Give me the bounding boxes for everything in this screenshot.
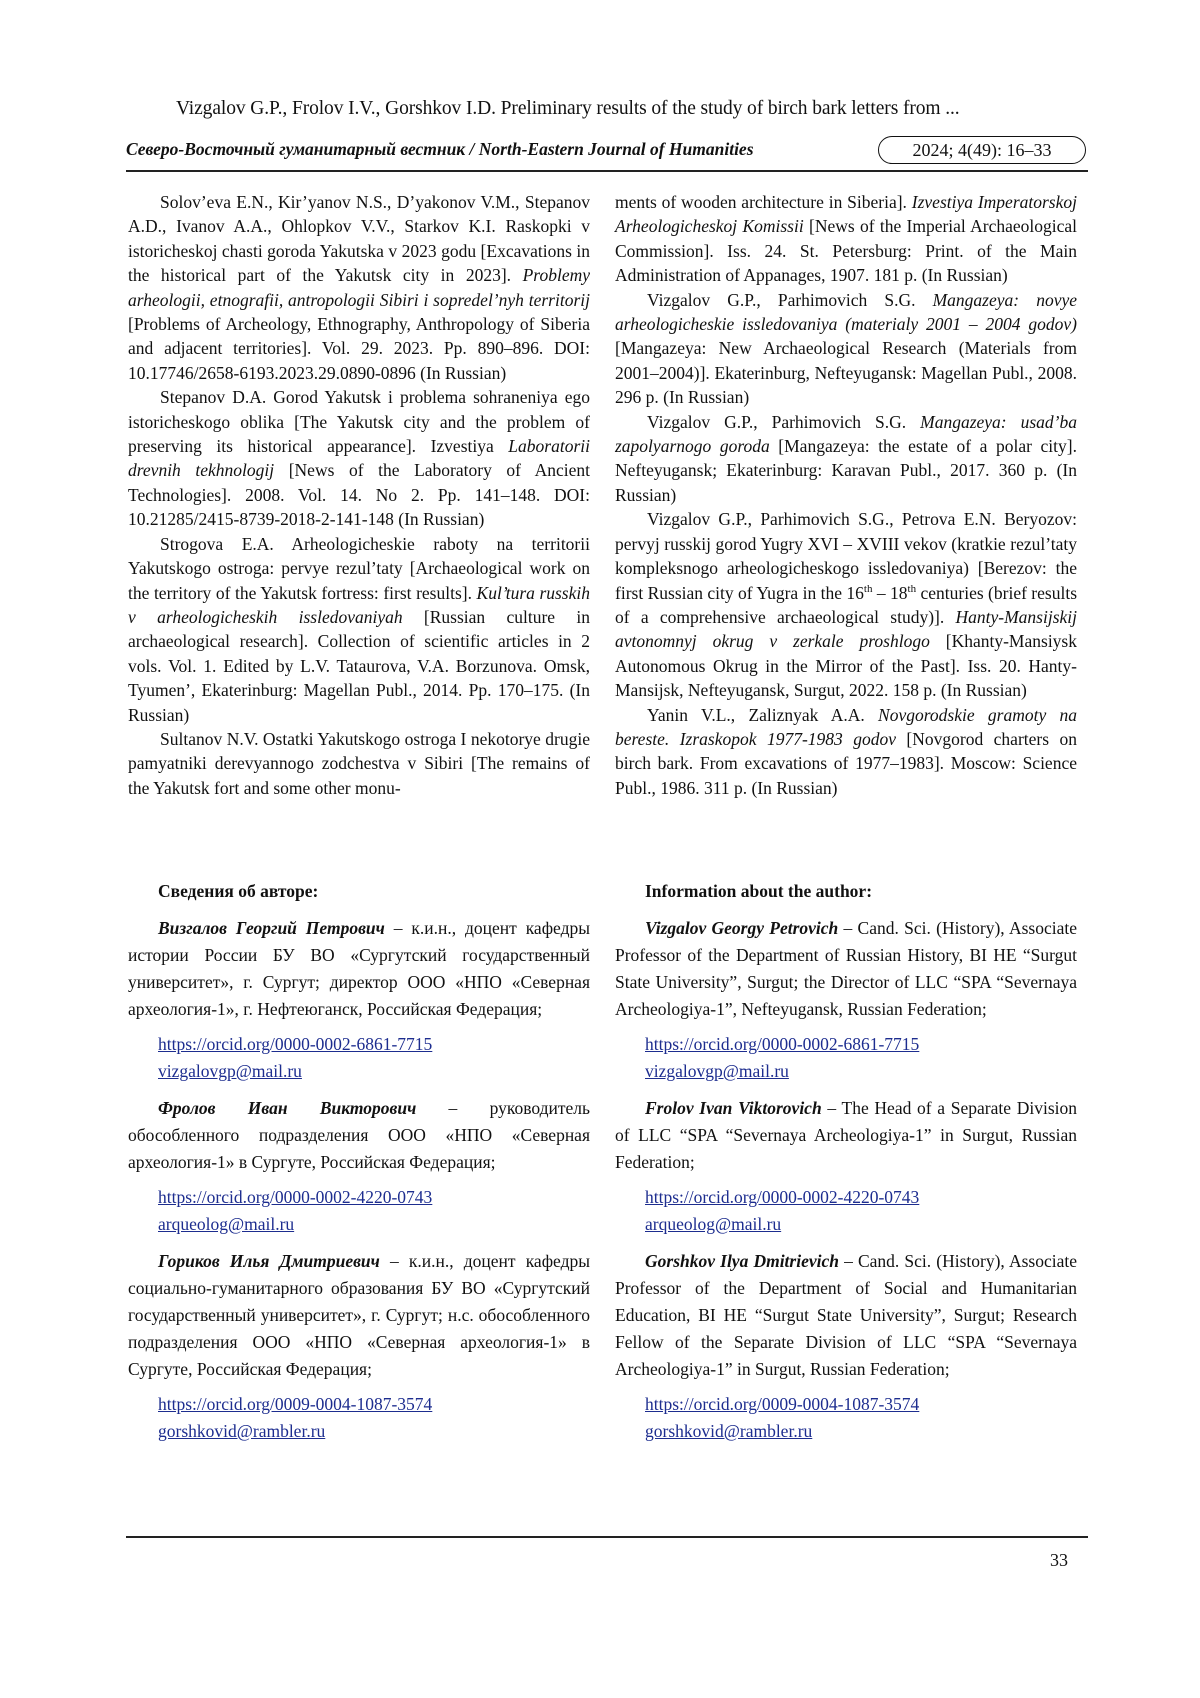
author-bio: Frolov Ivan Viktorovich – The Head of a Separate Division of LLC “SPA “Severnaya Archeologiya-1” in Surgut, Russian Federation; <box>615 1098 1077 1172</box>
references-left-column <box>128 190 590 800</box>
author-links <box>158 1031 590 1085</box>
orcid-link[interactable]: https://orcid.org/0000-0002-6861-7715 <box>645 1034 920 1054</box>
email-link[interactable]: gorshkovid@rambler.ru <box>645 1421 813 1441</box>
reference-item: Sultanov N.V. Ostatki Yakutskogo ostroga I nekotorye drugie pamyatniki derevyannogo zodchestva v Sibiri [The remains of the Yakutsk fort and some other monu- <box>128 728 590 798</box>
email-link[interactable]: arqueolog@mail.ru <box>645 1214 782 1234</box>
author-links <box>645 1391 1077 1445</box>
running-title: Vizgalov G.P., Frolov I.V., Gorshkov I.D. Preliminary results of the study of birch bark letters from ... <box>176 98 960 119</box>
reference-item: Vizgalov G.P., Parhimovich S.G. Mangazeya: usad’ba zapolyarnogo goroda [Mangazeya: the estate of a polar city]. Nefteyugansk; Ekaterinburg: Karavan Publ., 2017. 360 p. (In Russian) <box>615 411 1077 505</box>
email-link[interactable]: gorshkovid@rambler.ru <box>158 1421 326 1441</box>
email-link[interactable]: vizgalovgp@mail.ru <box>645 1061 789 1081</box>
references-right-column <box>615 190 1077 800</box>
orcid-link[interactable]: https://orcid.org/0009-0004-1087-3574 <box>645 1394 920 1414</box>
orcid-link[interactable]: https://orcid.org/0000-0002-4220-0743 <box>645 1187 920 1207</box>
author-info-title-en: Information about the author: <box>645 881 873 901</box>
reference-item: Solov’eva E.N., Kir’yanov N.S., D’yakonov V.M., Stepanov A.D., Ivanov A.A., Ohlopkov V.V., Starkov K.I. Raskopki v istoricheskoj chasti goroda Yakutska v 2023 godu [Excavations in the historical part of the Yakutsk city in 2023]. Problemy arheologii, etnografii, antropologii Sibiri i sopredel’nyh territorij [Problems of Archeology, Ethnography, Anthropology of Siberia and adjacent territories]. Vol. 29. 2023. Pp. 890–896. DOI: 10.17746/2658-6193.2023.29.0890-0896 (In Russian) <box>128 192 590 383</box>
author-bio: Фролов Иван Викторович – руководитель обособленного подразделения ООО «НПО «Северная археология-1» в Сургуте, Российская Федерация; <box>128 1098 590 1172</box>
author-bio: Vizgalov Georgy Petrovich – Cand. Sci. (History), Associate Professor of the Department of Russian History, BI HE “Surgut State University”, Surgut; the Director of LLC “SPA “Severnaya Archeologiya-1”, Nefteyugansk, Russian Federation; <box>615 918 1077 1019</box>
author-info-title-ru: Сведения об авторе: <box>158 881 319 901</box>
journal-name: Северо-Восточный гуманитарный вестник / North-Eastern Journal of Humanities <box>126 139 754 159</box>
journal-line <box>126 136 1088 166</box>
author-bio: Gorshkov Ilya Dmitrievich – Cand. Sci. (History), Associate Professor of the Department of Social and Humanitarian Education, BI HE “Surgut State University”, Surgut; Research Fellow of the Separate Division of LLC “SPA “Severnaya Archeologiya-1” in Surgut, Russian Federation; <box>615 1251 1077 1379</box>
reference-item: Vizgalov G.P., Parhimovich S.G., Petrova E.N. Beryozov: pervyj russkij gorod Yugry XVI – XVIII vekov (kratkie rezul’taty kompleksnogo arheologicheskogo issledovaniya) [Berezov: the first Russian city of Yugra in the 16th – 18th centuries (brief results of a comprehensive archaeological study)]. Hanty-Mansijskij avtonomnyj okrug v zerkale proshlogo [Khanty-Mansiysk Autonomous Okrug in the Mirror of the Past]. Iss. 20. Hanty-Mansijsk, Nefteyugansk, Surgut, 2022. 158 p. (In Russian) <box>615 509 1078 701</box>
author-links <box>645 1184 1077 1238</box>
reference-item: Yanin V.L., Zaliznyak A.A. Novgorodskie gramoty na bereste. Izraskopok 1977-1983 godov [Novgorod charters on birch bark. From excavations of 1977–1983]. Moscow: Science Publ., 1986. 311 p. (In Russian) <box>615 704 1077 798</box>
orcid-link[interactable]: https://orcid.org/0000-0002-6861-7715 <box>158 1034 433 1054</box>
reference-item: Vizgalov G.P., Parhimovich S.G. Mangazeya: novye arheologicheskie issledovaniya (materialy 2001 – 2004 godov) [Mangazeya: New Archaeological Research (Materials from 2001–2004)]. Ekaterinburg, Nefteyugansk: Magellan Publ., 2008. 296 p. (In Russian) <box>615 289 1077 408</box>
issue-badge: 2024; 4(49): 16–33 <box>878 136 1086 164</box>
page-number: 33 <box>1050 1550 1068 1570</box>
author-info-ru <box>128 878 590 1455</box>
email-link[interactable]: arqueolog@mail.ru <box>158 1214 295 1234</box>
header-divider <box>126 170 1088 172</box>
orcid-link[interactable]: https://orcid.org/0000-0002-4220-0743 <box>158 1187 433 1207</box>
author-bio: Визгалов Георгий Петрович – к.и.н., доцент кафедры истории России БУ ВО «Сургутский государственный университет», г. Сургут; директор ООО «НПО «Северная археология-1», г. Нефтеюганск, Российская Федерация; <box>128 918 590 1019</box>
author-links <box>645 1031 1077 1085</box>
author-info-en <box>615 878 1077 1455</box>
author-links <box>158 1391 590 1445</box>
author-bio: Гориков Илья Дмитриевич – к.и.н., доцент кафедры социально-гуманитарного образования БУ ВО «Сургутский государственный университет», г. Сургут; н.с. обособленного подразделения ООО «НПО «Северная археология-1» в Сургуте, Российская Федерация; <box>128 1251 590 1379</box>
reference-item-continued: ments of wooden architecture in Siberia]. Izvestiya Imperatorskoj Arheologicheskoj Komissii [News of the Imperial Archaeological Commission]. Iss. 24. St. Petersburg: Print. of the Main Administration of Appanages, 1907. 181 p. (In Russian) <box>615 192 1078 286</box>
author-links <box>158 1184 590 1238</box>
orcid-link[interactable]: https://orcid.org/0009-0004-1087-3574 <box>158 1394 433 1414</box>
email-link[interactable]: vizgalovgp@mail.ru <box>158 1061 302 1081</box>
footer-divider <box>126 1536 1088 1538</box>
reference-item: Strogova E.A. Arheologicheskie raboty na territorii Yakutskogo ostroga: pervye rezul’taty [Archaeological work on the territory of the Yakutsk fortress: first results]. Kul’tura russkih v arheologicheskih issledovaniyah [Russian culture in archaeological research]. Collection of scientific articles in 2 vols. Vol. 1. Edited by L.V. Tataurova, V.A. Borzunova. Omsk, Tyumen’, Ekaterinburg: Magellan Publ., 2014. Pp. 170–175. (In Russian) <box>128 533 590 725</box>
reference-item: Stepanov D.A. Gorod Yakutsk i problema sohraneniya ego istoricheskogo oblika [The Yakutsk city and the problem of preserving its historical appearance]. Izvestiya Laboratorii drevnih tekhnologij [News of the Laboratory of Ancient Technologies]. 2008. Vol. 14. No 2. Pp. 141–148. DOI: 10.21285/2415-8739-2018-2-141-148 (In Russian) <box>128 387 590 530</box>
